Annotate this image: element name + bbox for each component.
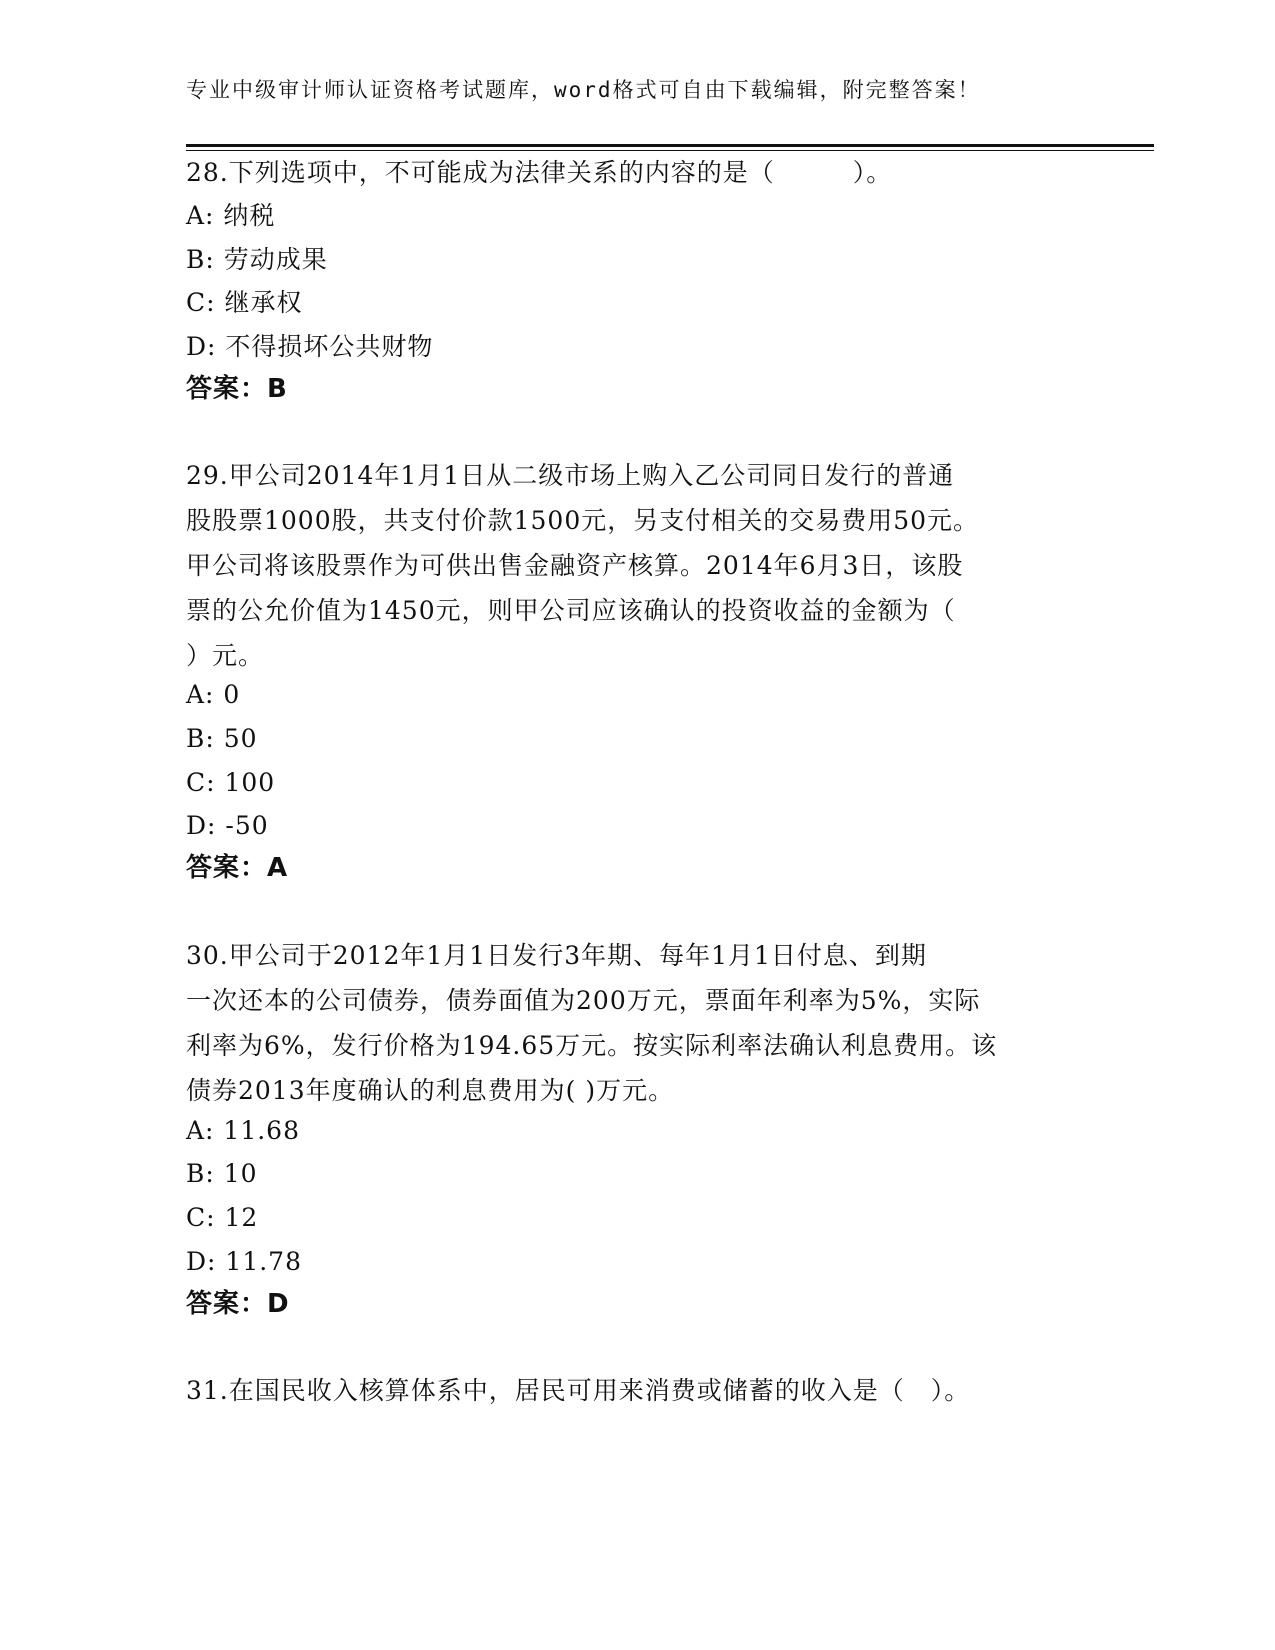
question-31-stem: 31.在国民收入核算体系中，居民可用来消费或储蓄的收入是（ ）。 xyxy=(186,1376,971,1405)
question-28-answer: 答案：B xyxy=(186,374,288,404)
question-29-option-b: B: 50 xyxy=(186,724,258,753)
question-28-stem: 28.下列选项中，不可能成为法律关系的内容的是（ ）。 xyxy=(186,158,893,187)
question-28-option-b: B: 劳动成果 xyxy=(186,245,328,274)
question-28-option-d: D: 不得损坏公共财物 xyxy=(186,332,434,361)
question-29-option-a: A: 0 xyxy=(186,680,241,709)
question-30-option-a: A: 11.68 xyxy=(186,1116,300,1145)
question-29-stem: 29.甲公司2014年1月1日从二级市场上购入乙公司同日发行的普通 股股票1000股，共支付价款1500元，另支付相关的交易费用50元。 甲公司将该股票作为可供出售金融资产核算。2014年6月3日，该股 票的公允价值为1450元，则甲公司应该确认的投资收益的金额为（ ）元。 xyxy=(186,461,980,670)
page-header-text: 专业中级审计师认证资格考试题库，word格式可自由下载编辑，附完整答案！ xyxy=(186,78,981,102)
question-28-option-c: C: 继承权 xyxy=(186,288,303,317)
question-30-option-c: C: 12 xyxy=(186,1203,259,1232)
question-29-option-c: C: 100 xyxy=(186,768,276,797)
question-29-option-d: D: -50 xyxy=(186,811,269,840)
question-30-stem: 30.甲公司于2012年1月1日发行3年期、每年1月1日付息、到期 一次还本的公司债券，债券面值为200万元，票面年利率为5%，实际 利率为6%，发行价格为194.65万元。按实际利率法确认利息费用。该 债券2013年度确认的利息费用为( )万元。 xyxy=(186,941,998,1105)
question-30-option-d: D: 11.78 xyxy=(186,1247,302,1276)
question-28-option-a: A: 纳税 xyxy=(186,201,276,230)
header-rule-thick xyxy=(186,144,1154,147)
question-29-answer: 答案：A xyxy=(186,853,289,883)
question-30-option-b: B: 10 xyxy=(186,1159,258,1188)
question-30-answer: 答案：D xyxy=(186,1289,290,1319)
